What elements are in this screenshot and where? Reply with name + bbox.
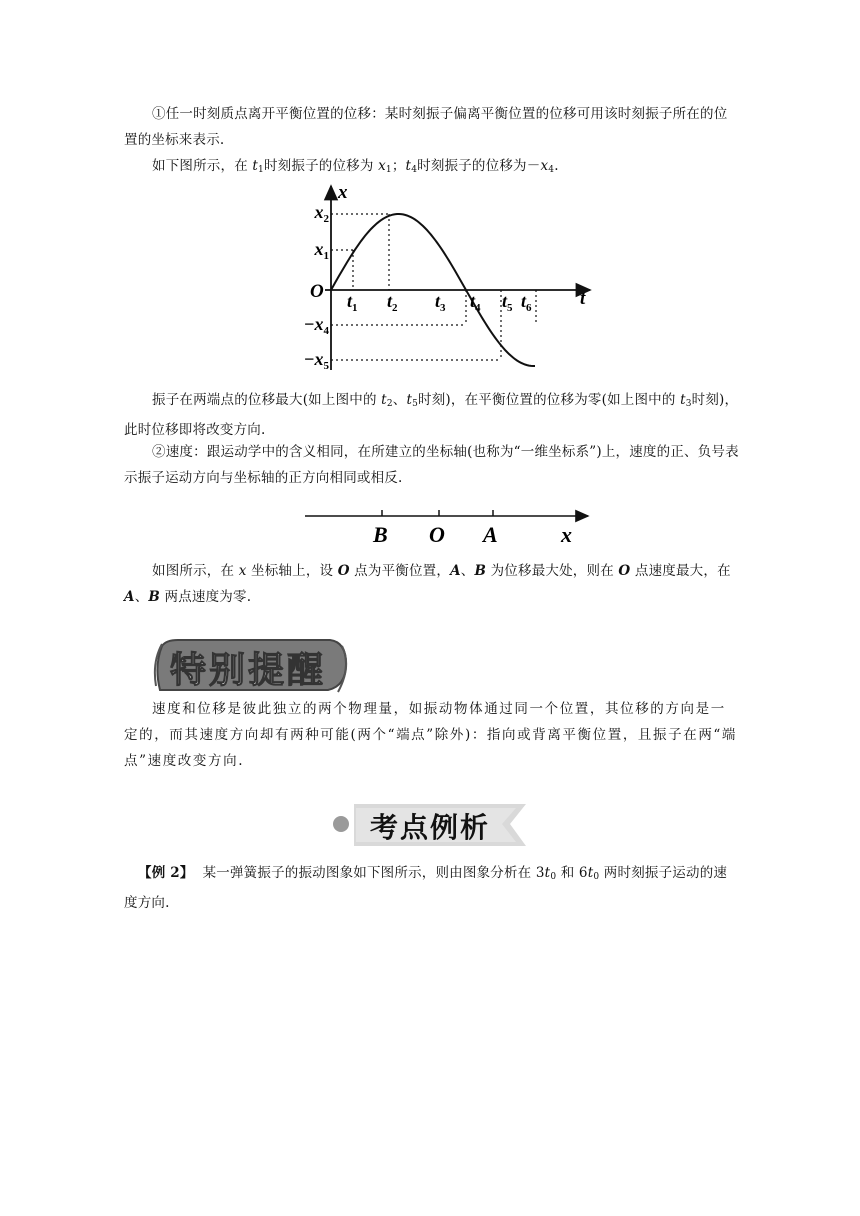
subscript: 0 xyxy=(593,872,600,882)
axis-label-x: x xyxy=(338,182,348,203)
example-2-paragraph xyxy=(124,860,740,916)
x-tick-label: $t_4$ xyxy=(470,291,481,314)
text-run: 振子在两端点的位移最大(如上图中的 xyxy=(152,392,382,408)
symbol-b: B xyxy=(148,589,161,605)
symbol-t: t xyxy=(587,865,594,881)
banner-title: 考点例析 xyxy=(370,811,491,844)
symbol-a: A xyxy=(124,589,135,605)
one-dimensional-axis-figure xyxy=(300,500,600,550)
sine-curve xyxy=(331,214,505,360)
x-tick-label: $t_5$ xyxy=(502,291,513,314)
text-run: . xyxy=(554,158,559,174)
symbol-t: t xyxy=(406,392,413,408)
endpoints-paragraph xyxy=(124,387,740,443)
subscript: 4 xyxy=(548,165,555,175)
text-run: 点为平衡位置， xyxy=(349,563,451,579)
text-run: 时刻振子的位移为 xyxy=(263,158,379,174)
banner-title: 特别提醒 xyxy=(170,650,327,691)
text-run: 两时刻振子运动的速度方向. xyxy=(124,865,728,911)
origin-label: O xyxy=(310,281,324,302)
guide-lines xyxy=(331,214,536,360)
graph-intro-paragraph xyxy=(124,153,740,183)
text-run: 、 xyxy=(134,589,149,605)
symbol-t: t xyxy=(381,392,387,408)
subscript: 4 xyxy=(411,165,418,175)
displacement-time-graph xyxy=(290,180,610,380)
y-tick-label: $x_2$ xyxy=(314,202,329,225)
text-run: ； xyxy=(391,158,406,174)
text-run: 和 6 xyxy=(556,865,588,881)
x-tick-label: $t_3$ xyxy=(435,291,446,314)
y-tick-label: $-x_5$ xyxy=(303,349,329,372)
y-tick-label: $-x_4$ xyxy=(303,314,329,337)
text-run: 两点速度为零. xyxy=(160,589,252,605)
symbol-b: B xyxy=(474,563,487,579)
x-tick-label: $t_2$ xyxy=(387,291,398,314)
label-x: x xyxy=(561,522,572,547)
symbol-t: t xyxy=(680,392,686,408)
subscript: 1 xyxy=(258,165,264,175)
symbol-t: t xyxy=(252,158,259,174)
velocity-paragraph xyxy=(124,439,740,491)
axis-label-t: t xyxy=(580,288,586,309)
axis-explanation-paragraph xyxy=(124,558,740,610)
symbol-x: x xyxy=(540,158,549,174)
y-tick-label: $x_1$ xyxy=(314,239,329,262)
x-tick-labels xyxy=(347,291,532,314)
x-tick-label: $t_6$ xyxy=(521,291,532,314)
symbol-t: t xyxy=(544,865,551,881)
subscript: 3 xyxy=(685,399,692,409)
paragraph-text: ②速度：跟运动学中的含义相同，在所建立的坐标轴(也称为“一维坐标系”)上，速度的正、负号表示振子运动方向与坐标轴的正方向相同或相反. xyxy=(124,444,739,486)
example-label: 【例 2】 xyxy=(138,865,194,881)
label-b: B xyxy=(373,522,388,547)
symbol-x: x xyxy=(378,158,386,174)
displacement-definition-paragraph xyxy=(124,101,740,153)
special-reminder-banner xyxy=(152,636,352,694)
symbol-o: O xyxy=(337,563,350,579)
text-run: 为位移最大处，则在 xyxy=(486,563,619,579)
paragraph-text: ①任一时刻质点离开平衡位置的位移：某时刻振子偏离平衡位置的位移可用该时刻振子所在的位置的坐标来表示. xyxy=(124,106,728,148)
paragraph-text: 速度和位移是彼此独立的两个物理量，如振动物体通过同一个位置，其位移的方向是一定的，而其速度方向却有两种可能(两个“端点”除外)：指向或背离平衡位置，且振子在两“端点”速度改变方向. xyxy=(124,701,738,769)
subscript: 2 xyxy=(386,399,393,409)
section-banner xyxy=(330,800,530,850)
subscript: 1 xyxy=(385,165,392,175)
subscript: 0 xyxy=(550,872,557,882)
text-run: 、 xyxy=(460,563,475,579)
text-run: 时刻振子的位移为－ xyxy=(417,158,541,174)
text-run: 、 xyxy=(392,392,407,408)
text-run: 如图所示，在 xyxy=(152,563,239,579)
label-a: A xyxy=(483,522,498,547)
symbol-t: t xyxy=(405,158,412,174)
label-o: O xyxy=(429,522,445,547)
text-run: 点速度最大，在 xyxy=(630,563,731,579)
text-run: 时刻)，此时位移即将改变方向. xyxy=(124,392,739,438)
reminder-paragraph xyxy=(124,696,740,774)
symbol-a: A xyxy=(450,563,461,579)
symbol-o: O xyxy=(618,563,631,579)
text-run: 某一弹簧振子的振动图象如下图所示，则由图象分析在 3 xyxy=(202,865,545,881)
x-tick-label: $t_1$ xyxy=(347,291,358,314)
text-run: 坐标轴上，设 xyxy=(246,563,338,579)
text-run: 时刻)，在平衡位置的位移为零(如上图中的 xyxy=(418,392,681,408)
subscript: 5 xyxy=(412,399,419,409)
text-run: 如下图所示，在 xyxy=(152,158,253,174)
symbol-x: x xyxy=(238,563,247,579)
